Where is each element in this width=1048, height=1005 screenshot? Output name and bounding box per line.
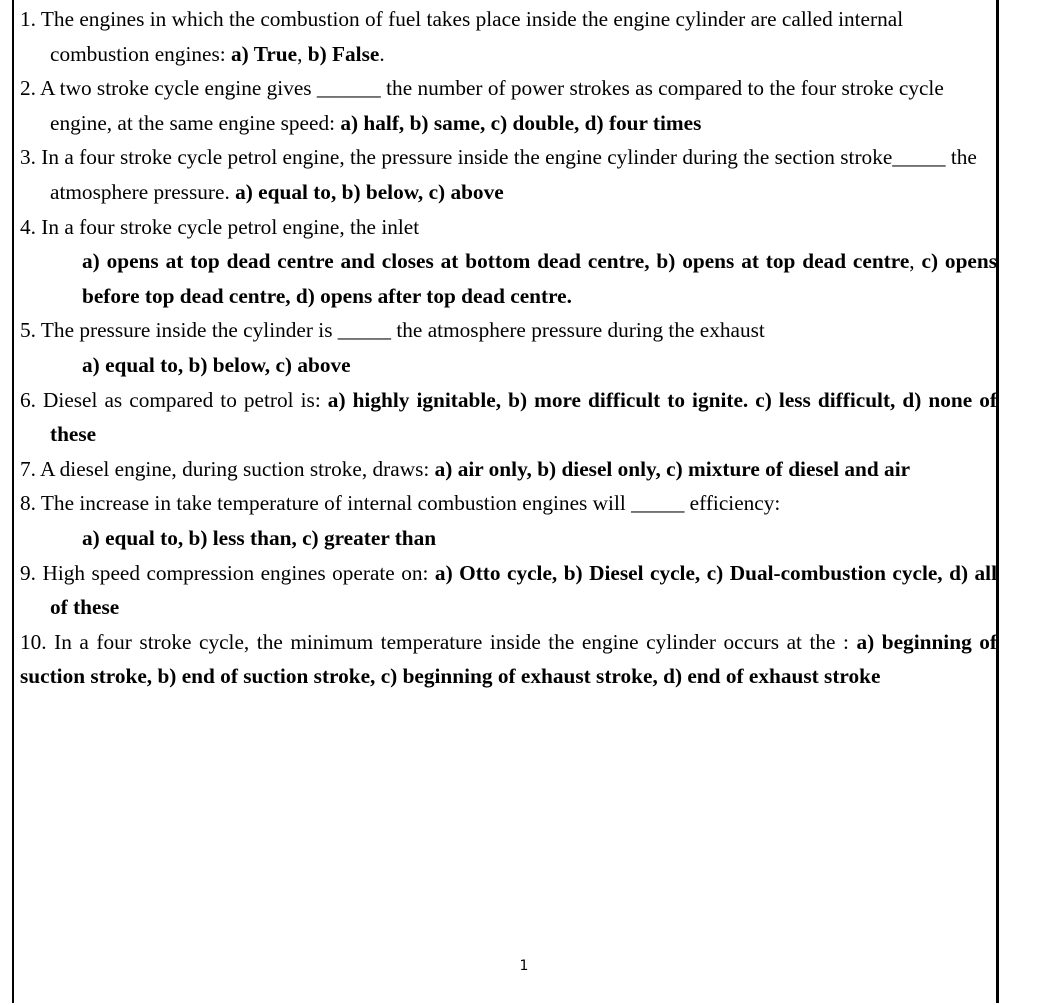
question-5-options: a) equal to, b) below, c) above [82, 352, 351, 377]
question-1-text: 1. The engines in which the combustion of fuel takes place inside the engine cylinder are called internal combustion engines: [20, 7, 904, 66]
page-number: 1 [519, 958, 529, 974]
question-7 [20, 452, 997, 487]
question-7-text: 7. A diesel engine, during suction stroke, draws: [20, 456, 435, 481]
question-8-options: a) equal to, b) less than, c) greater than [82, 525, 437, 550]
question-3 [20, 140, 997, 209]
question-2-options: a) half, b) same, c) double, d) four times [340, 110, 702, 135]
question-4-options: a) opens at top dead centre and closes at bottom dead centre, b) opens at top dead centre, c) opens before top dead centre, d) opens after top dead centre. [82, 249, 997, 308]
question-10-text: 10. In a four stroke cycle, the minimum temperature inside the engine cylinder occurs at the : [20, 629, 857, 654]
question-2 [20, 71, 997, 140]
question-3-options: a) equal to, b) below, c) above [235, 179, 504, 204]
question-6-text: 6. Diesel as compared to petrol is: [20, 387, 328, 412]
question-8 [20, 486, 997, 521]
question-2-text: 2. A two stroke cycle engine gives ______ the number of power strokes as compared to the four stroke cycle engine, at the same engine speed: [20, 76, 944, 135]
question-10-options: a) beginning of suction stroke, b) end of suction stroke, c) beginning of exhaust stroke, d) end of exhaust stroke [20, 629, 997, 689]
question-9-options: a) Otto cycle, b) Diesel cycle, c) Dual-combustion cycle, d) all of these [50, 560, 997, 620]
question-7-options: a) air only, b) diesel only, c) mixture of diesel and air [434, 456, 911, 481]
question-1: 1. The engines in which the combustion of fuel takes place inside the engine cylinder are called internal combustion engines: a) True, b) False. [20, 7, 904, 66]
question-5 [20, 313, 997, 348]
question-1-option-true: a) True [231, 41, 298, 66]
question-3-text: 3. In a four stroke cycle petrol engine, the pressure inside the engine cylinder during the section stroke_____ the atmosphere pressure. [20, 145, 977, 204]
question-4 [20, 210, 997, 245]
question-6-options: a) highly ignitable, b) more difficult to ignite. c) less difficult, d) none of these [50, 387, 998, 447]
question-list [20, 2, 997, 694]
question-9-text: 9. High speed compression engines operate on: [20, 560, 435, 585]
question-4-text: 4. In a four stroke cycle petrol engine, the inlet [20, 214, 420, 239]
question-1-option-false: b) False [307, 41, 380, 66]
question-10 [20, 625, 997, 694]
question-5-text: 5. The pressure inside the cylinder is _____ the atmosphere pressure during the exhaust [20, 318, 765, 343]
question-6 [20, 383, 997, 452]
question-8-text: 8. The increase in take temperature of internal combustion engines will _____ efficiency: [20, 491, 781, 516]
question-9 [20, 556, 997, 625]
